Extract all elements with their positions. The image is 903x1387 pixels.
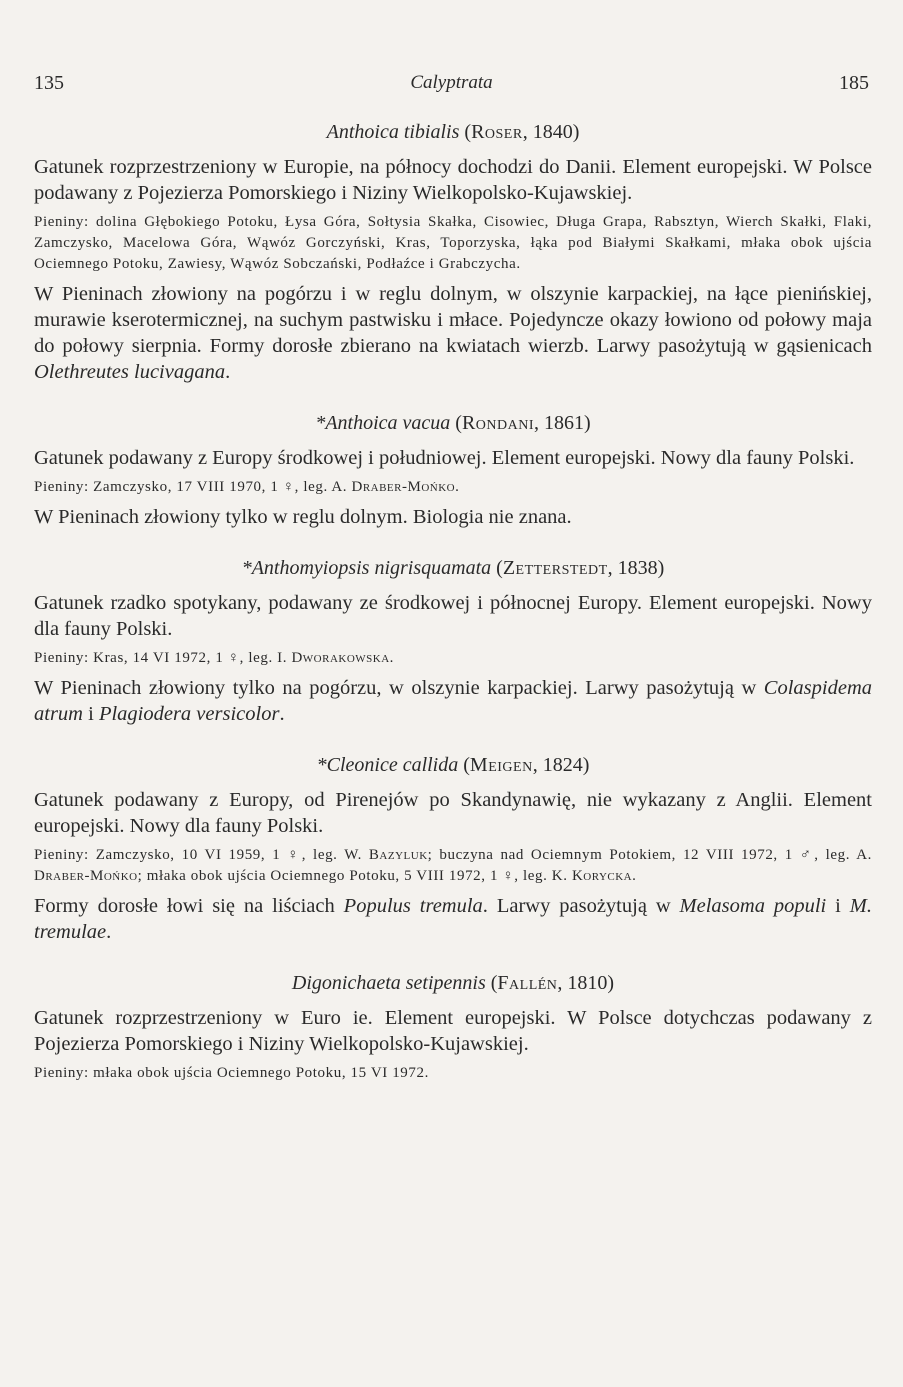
locality-paragraph xyxy=(34,648,872,669)
species-title xyxy=(34,969,872,997)
species-year: , 1861) xyxy=(534,412,591,434)
species-author: Meigen xyxy=(469,754,533,776)
species-entry-digonichaeta-setipennis xyxy=(34,969,872,1084)
collector-name: Draber-Mońko xyxy=(351,479,456,495)
species-year: , 1810) xyxy=(557,972,615,994)
host-species-name: M. tremulae xyxy=(34,895,872,943)
ecology-text: i xyxy=(82,703,99,725)
species-title xyxy=(34,409,872,437)
distribution-paragraph: Gatunek rzadko spotykany, podawany ze środkowej i północnej Europy. Element europejski. Nowy dla fauny Polski. xyxy=(34,592,872,640)
ecology-text-end: . xyxy=(225,361,231,383)
collector-name: Bazyluk xyxy=(368,847,428,863)
species-name: *Cleonice callida xyxy=(316,754,459,776)
host-species-name: Plagiodera versicolor xyxy=(98,703,280,725)
ecology-text-end: . xyxy=(279,703,285,725)
distribution-paragraph: Gatunek rozprzestrzeniony w Europie, na północy dochodzi do Danii. Element europejski. W Polsce podawany z Pojezierza Pomorskiego i Niziny Wielkopolsko-Kujawskiej. xyxy=(34,156,872,204)
locality-text-end: . xyxy=(632,868,637,884)
species-name: *Anthoica vacua xyxy=(315,412,451,434)
locality-text-end: . xyxy=(389,650,395,666)
locality-text-end: . xyxy=(455,479,460,495)
locality-text: ; buczyna nad Ociemnym Potokiem, 12 VIII 1972, 1 ♂, leg. A. xyxy=(427,847,872,863)
title-paren: ( xyxy=(455,412,462,434)
ecology-text: . Larwy pasożytują w xyxy=(482,895,680,917)
species-title xyxy=(34,118,872,146)
locality-paragraph xyxy=(34,477,872,498)
page-number-right: 185 xyxy=(839,72,869,94)
distribution-paragraph: Gatunek podawany z Europy środkowej i południowej. Element europejski. Nowy dla fauny Polski. xyxy=(34,447,855,469)
collector-name: Draber-Mońko xyxy=(34,868,138,884)
ecology-text: W Pieninach złowiony tylko na pogórzu, w olszynie karpackiej. Larwy pasożytują w xyxy=(34,677,764,699)
host-species-name: Populus tremula xyxy=(343,895,483,917)
locality-paragraph: Pieniny: młaka obok ujścia Ociemnego Potoku, 15 VI 1972. xyxy=(34,1065,429,1081)
species-entry-anthoica-vacua xyxy=(34,409,872,530)
species-name: Digonichaeta setipennis xyxy=(291,972,486,994)
title-paren: ( xyxy=(496,557,503,579)
locality-paragraph: Pieniny: dolina Głębokiego Potoku, Łysa Góra, Sołtysia Skałka, Cisowiec, Długa Grapa, Rabsztyn, Wierch Skałki, Flaki, Zamczysko, Macelowa Góra, Wąwóz Gorczyński, Kras, Toporzyska, łąka pod Białymi Skałkami, młaka obok ujścia Ociemnego Potoku, Zawiesy, Wąwóz Sobczański, Podłaźce i Grabczycha. xyxy=(34,214,872,272)
host-species-name: Colaspidema atrum xyxy=(34,677,872,725)
species-name: Anthoica tibialis xyxy=(326,121,460,143)
species-author: Roser xyxy=(471,121,523,143)
locality-paragraph xyxy=(34,845,872,887)
species-year: , 1840) xyxy=(522,121,580,143)
species-name: *Anthomyiopsis nigrisquamata xyxy=(241,557,492,579)
locality-text: Pieniny: Zamczysko, 17 VIII 1970, 1 ♀, leg. A. xyxy=(34,479,352,495)
species-year: , 1824) xyxy=(532,754,590,776)
host-species-name: Melasoma populi xyxy=(679,895,827,917)
ecology-text: Formy dorosłe łowi się na liściach xyxy=(34,895,344,917)
host-species-name: Olethreutes lucivagana xyxy=(34,361,226,383)
species-author: Zetterstedt xyxy=(502,557,608,579)
ecology-paragraph xyxy=(34,893,872,945)
page-number-left: 135 xyxy=(34,72,64,94)
ecology-paragraph xyxy=(34,281,872,385)
page-header xyxy=(34,72,869,102)
species-entry-cleonice-callida xyxy=(34,751,872,945)
distribution-paragraph: Gatunek podawany z Europy, od Pirenejów po Skandynawię, nie wykazany z Anglii. Element europejski. Nowy dla fauny Polski. xyxy=(34,789,872,837)
ecology-text: W Pieninach złowiony na pogórzu i w reglu dolnym, w olszynie karpackiej, na łące pienińskiej, murawie kserotermicznej, na suchym pastwisku i młace. Pojedyncze okazy łowiono od połowy maja do połowy sierpnia. Formy dorosłe zbierano na kwiatach wierzb. Larwy pasożytują w gąsienicach xyxy=(34,283,872,357)
page-content xyxy=(34,118,872,1094)
locality-text: Pieniny: Zamczysko, 10 VI 1959, 1 ♀, leg. W. xyxy=(34,847,369,863)
species-title xyxy=(34,751,872,779)
ecology-text: i xyxy=(826,895,850,917)
title-paren: ( xyxy=(464,121,472,143)
title-paren: ( xyxy=(463,754,470,776)
ecology-paragraph xyxy=(34,675,872,727)
ecology-paragraph: W Pieninach złowiony tylko w reglu dolnym. Biologia nie znana. xyxy=(34,506,572,528)
locality-text: ; młaka obok ujścia Ociemnego Potoku, 5 VIII 1972, 1 ♀, leg. K. xyxy=(137,868,572,884)
locality-text: Pieniny: Kras, 14 VI 1972, 1 ♀, leg. I. xyxy=(34,650,292,666)
species-author: Rondani xyxy=(461,412,535,434)
species-title xyxy=(34,554,872,582)
species-author: Fallén xyxy=(497,972,558,994)
species-year: , 1838) xyxy=(607,557,665,579)
species-entry-anthoica-tibialis xyxy=(34,118,872,385)
collector-name: Korycka xyxy=(571,868,633,884)
ecology-text-end: . xyxy=(106,921,112,943)
collector-name: Dworakowska xyxy=(291,650,390,666)
title-paren: ( xyxy=(490,972,498,994)
running-title: Calyptrata xyxy=(410,72,493,93)
distribution-paragraph: Gatunek rozprzestrzeniony w Euro ie. Element europejski. W Polsce dotychczas podawany z Pojezierza Pomorskiego i Niziny Wielkopolsko-Kujawskiej. xyxy=(34,1007,872,1055)
species-entry-anthomyiopsis-nigrisquamata xyxy=(34,554,872,727)
